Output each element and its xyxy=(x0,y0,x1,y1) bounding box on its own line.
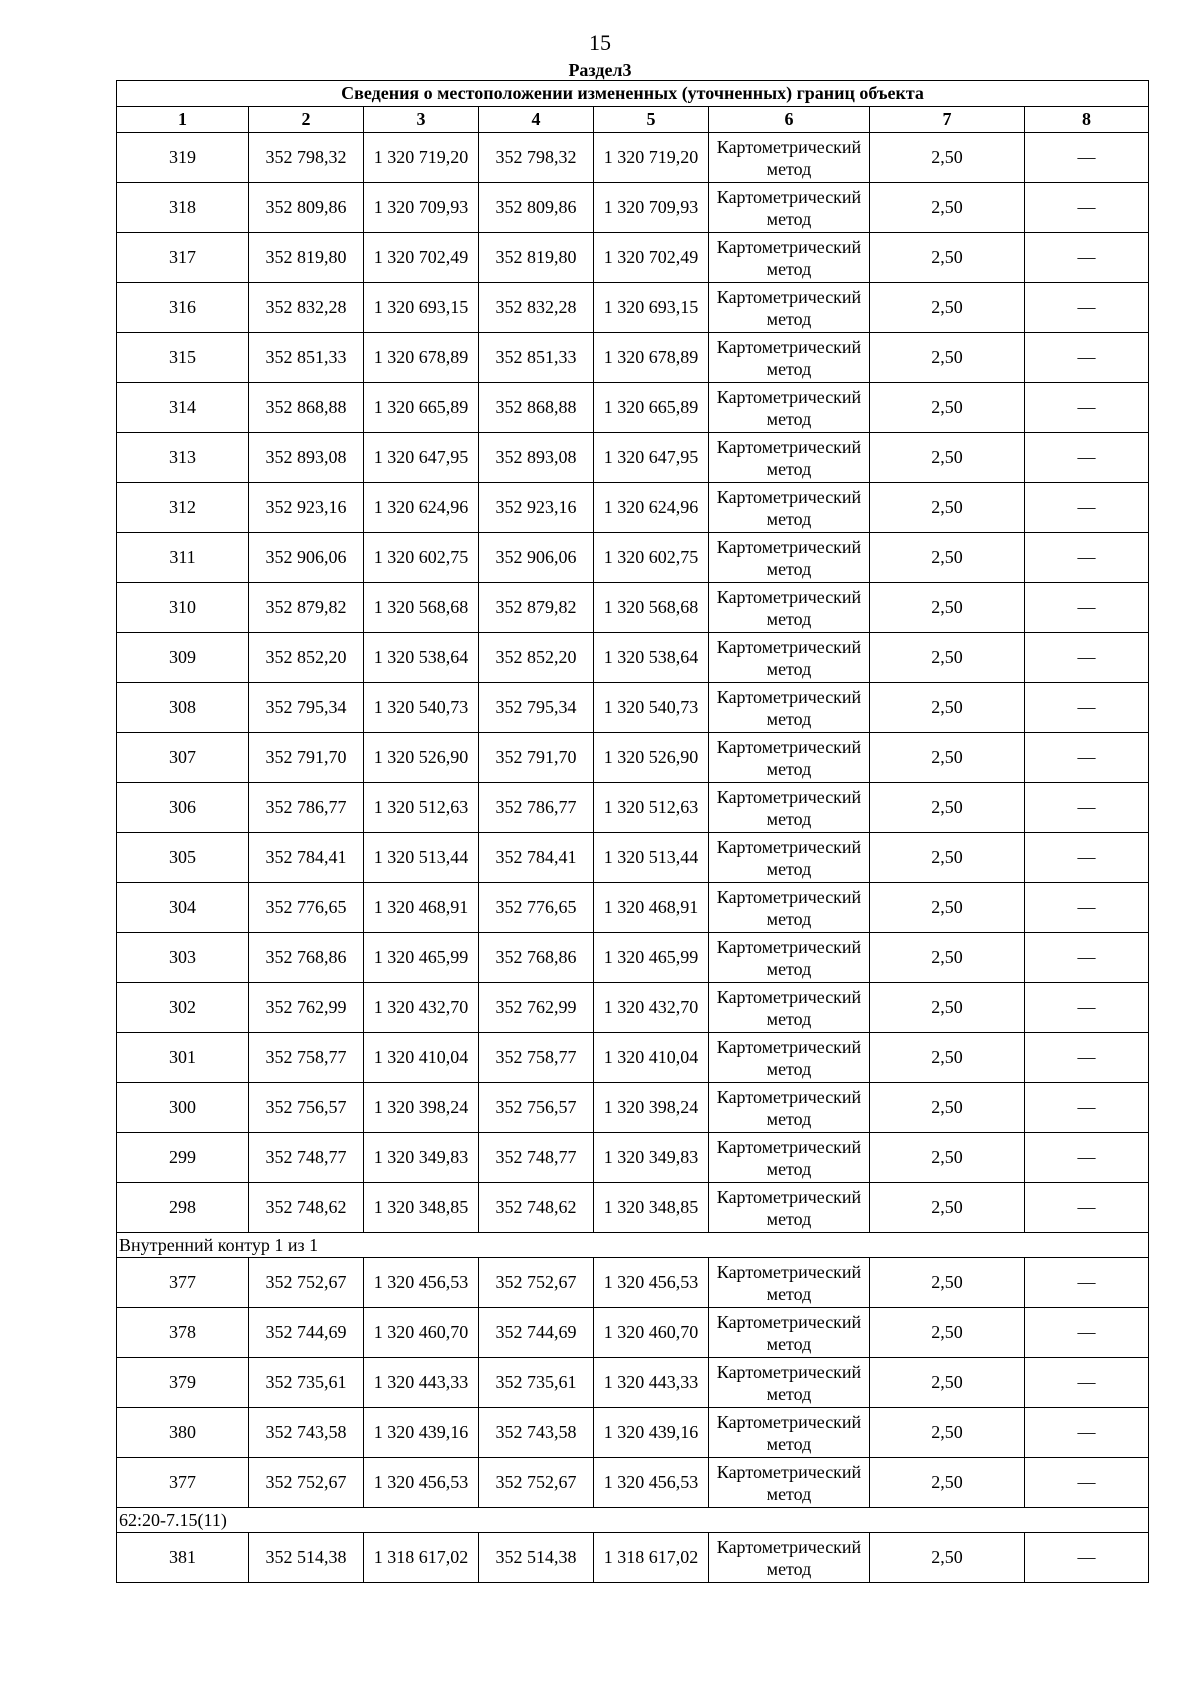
cell-accuracy: 2,50 xyxy=(870,383,1025,433)
table-row xyxy=(117,1183,1149,1233)
column-number: 8 xyxy=(1025,107,1149,133)
cell-description: — xyxy=(1025,833,1149,883)
table-row xyxy=(117,1408,1149,1458)
table-row xyxy=(117,1083,1149,1133)
column-number-row xyxy=(117,107,1149,133)
cell-x-existing: 352 893,08 xyxy=(249,433,364,483)
cell-method: Картометрический метод xyxy=(709,1408,870,1458)
cell-y-existing: 1 320 602,75 xyxy=(364,533,479,583)
cell-x-existing: 352 768,86 xyxy=(249,933,364,983)
table-row xyxy=(117,233,1149,283)
cell-y-new: 1 320 719,20 xyxy=(594,133,709,183)
cell-x-existing: 352 735,61 xyxy=(249,1358,364,1408)
cell-description: — xyxy=(1025,583,1149,633)
cell-accuracy: 2,50 xyxy=(870,1083,1025,1133)
cell-y-existing: 1 320 678,89 xyxy=(364,333,479,383)
cell-y-new: 1 320 702,49 xyxy=(594,233,709,283)
cell-x-new: 352 748,62 xyxy=(479,1183,594,1233)
cell-x-existing: 352 762,99 xyxy=(249,983,364,1033)
cell-x-existing: 352 756,57 xyxy=(249,1083,364,1133)
cell-y-existing: 1 320 443,33 xyxy=(364,1358,479,1408)
cell-y-new: 1 320 512,63 xyxy=(594,783,709,833)
table-row xyxy=(117,983,1149,1033)
cell-y-new: 1 320 349,83 xyxy=(594,1133,709,1183)
cell-description: — xyxy=(1025,733,1149,783)
cell-description: — xyxy=(1025,333,1149,383)
cell-accuracy: 2,50 xyxy=(870,1408,1025,1458)
contour-label: Внутренний контур 1 из 1 xyxy=(117,1233,1149,1258)
section-title: Раздел3 xyxy=(568,60,632,80)
cell-accuracy: 2,50 xyxy=(870,333,1025,383)
cell-point-number: 313 xyxy=(117,433,249,483)
cell-x-existing: 352 851,33 xyxy=(249,333,364,383)
cell-accuracy: 2,50 xyxy=(870,733,1025,783)
cell-y-existing: 1 320 693,15 xyxy=(364,283,479,333)
cell-point-number: 300 xyxy=(117,1083,249,1133)
cell-accuracy: 2,50 xyxy=(870,883,1025,933)
cell-point-number: 298 xyxy=(117,1183,249,1233)
cell-point-number: 316 xyxy=(117,283,249,333)
table-row xyxy=(117,1033,1149,1083)
cell-y-new: 1 320 526,90 xyxy=(594,733,709,783)
cell-y-new: 1 320 540,73 xyxy=(594,683,709,733)
cell-y-new: 1 320 568,68 xyxy=(594,583,709,633)
cell-accuracy: 2,50 xyxy=(870,283,1025,333)
cell-x-new: 352 752,67 xyxy=(479,1458,594,1508)
cell-description: — xyxy=(1025,1183,1149,1233)
cell-point-number: 306 xyxy=(117,783,249,833)
cell-x-new: 352 758,77 xyxy=(479,1033,594,1083)
cell-y-new: 1 320 709,93 xyxy=(594,183,709,233)
table-row xyxy=(117,533,1149,583)
cell-method: Картометрический метод xyxy=(709,783,870,833)
cell-x-new: 352 762,99 xyxy=(479,983,594,1033)
cell-accuracy: 2,50 xyxy=(870,1133,1025,1183)
cell-x-existing: 352 748,77 xyxy=(249,1133,364,1183)
cell-x-existing: 352 791,70 xyxy=(249,733,364,783)
cell-y-existing: 1 320 540,73 xyxy=(364,683,479,733)
cell-x-existing: 352 748,62 xyxy=(249,1183,364,1233)
cell-y-existing: 1 320 456,53 xyxy=(364,1458,479,1508)
cell-y-existing: 1 320 456,53 xyxy=(364,1258,479,1308)
cell-description: — xyxy=(1025,1133,1149,1183)
cell-method: Картометрический метод xyxy=(709,1308,870,1358)
cell-point-number: 312 xyxy=(117,483,249,533)
cell-x-existing: 352 868,88 xyxy=(249,383,364,433)
table-row xyxy=(117,1358,1149,1408)
cell-x-new: 352 906,06 xyxy=(479,533,594,583)
table-row xyxy=(117,383,1149,433)
cell-x-new: 352 923,16 xyxy=(479,483,594,533)
cell-y-existing: 1 320 538,64 xyxy=(364,633,479,683)
cell-description: — xyxy=(1025,1258,1149,1308)
cell-accuracy: 2,50 xyxy=(870,233,1025,283)
cell-y-existing: 1 320 624,96 xyxy=(364,483,479,533)
cell-point-number: 311 xyxy=(117,533,249,583)
cell-y-new: 1 320 348,85 xyxy=(594,1183,709,1233)
cell-accuracy: 2,50 xyxy=(870,1033,1025,1083)
cell-y-new: 1 320 460,70 xyxy=(594,1308,709,1358)
cell-description: — xyxy=(1025,633,1149,683)
cell-method: Картометрический метод xyxy=(709,1533,870,1583)
cell-description: — xyxy=(1025,183,1149,233)
cell-point-number: 315 xyxy=(117,333,249,383)
cell-x-new: 352 748,77 xyxy=(479,1133,594,1183)
table-row xyxy=(117,633,1149,683)
cell-x-new: 352 795,34 xyxy=(479,683,594,733)
cell-x-existing: 352 743,58 xyxy=(249,1408,364,1458)
cell-point-number: 301 xyxy=(117,1033,249,1083)
cell-y-existing: 1 320 348,85 xyxy=(364,1183,479,1233)
cell-y-new: 1 320 602,75 xyxy=(594,533,709,583)
cell-method: Картометрический метод xyxy=(709,1258,870,1308)
cell-x-existing: 352 809,86 xyxy=(249,183,364,233)
cell-method: Картометрический метод xyxy=(709,1083,870,1133)
cell-description: — xyxy=(1025,483,1149,533)
cell-method: Картометрический метод xyxy=(709,1133,870,1183)
cell-description: — xyxy=(1025,433,1149,483)
cell-method: Картометрический метод xyxy=(709,1183,870,1233)
cell-point-number: 319 xyxy=(117,133,249,183)
cell-y-new: 1 320 665,89 xyxy=(594,383,709,433)
cell-y-new: 1 320 456,53 xyxy=(594,1258,709,1308)
cell-x-existing: 352 776,65 xyxy=(249,883,364,933)
cell-y-existing: 1 320 665,89 xyxy=(364,383,479,433)
cell-description: — xyxy=(1025,933,1149,983)
cell-method: Картометрический метод xyxy=(709,333,870,383)
cell-x-existing: 352 879,82 xyxy=(249,583,364,633)
cell-method: Картометрический метод xyxy=(709,1358,870,1408)
cell-method: Картометрический метод xyxy=(709,733,870,783)
cell-description: — xyxy=(1025,1308,1149,1358)
cell-description: — xyxy=(1025,533,1149,583)
table-row xyxy=(117,1533,1149,1583)
cell-x-new: 352 756,57 xyxy=(479,1083,594,1133)
cell-accuracy: 2,50 xyxy=(870,983,1025,1033)
cell-description: — xyxy=(1025,383,1149,433)
cell-x-new: 352 784,41 xyxy=(479,833,594,883)
cell-description: — xyxy=(1025,1533,1149,1583)
cell-x-existing: 352 832,28 xyxy=(249,283,364,333)
table-row xyxy=(117,1458,1149,1508)
cell-method: Картометрический метод xyxy=(709,483,870,533)
cell-method: Картометрический метод xyxy=(709,1458,870,1508)
cell-y-existing: 1 320 526,90 xyxy=(364,733,479,783)
cell-method: Картометрический метод xyxy=(709,383,870,433)
cell-y-existing: 1 320 702,49 xyxy=(364,233,479,283)
cell-y-existing: 1 320 432,70 xyxy=(364,983,479,1033)
cell-description: — xyxy=(1025,683,1149,733)
table-row xyxy=(117,183,1149,233)
cell-description: — xyxy=(1025,1458,1149,1508)
cell-y-existing: 1 320 719,20 xyxy=(364,133,479,183)
cell-method: Картометрический метод xyxy=(709,433,870,483)
cell-point-number: 308 xyxy=(117,683,249,733)
cell-x-new: 352 851,33 xyxy=(479,333,594,383)
page-number: 15 xyxy=(589,30,611,55)
cell-y-existing: 1 320 709,93 xyxy=(364,183,479,233)
cell-method: Картометрический метод xyxy=(709,983,870,1033)
cell-y-existing: 1 320 512,63 xyxy=(364,783,479,833)
column-number: 3 xyxy=(364,107,479,133)
cell-y-existing: 1 318 617,02 xyxy=(364,1533,479,1583)
cell-accuracy: 2,50 xyxy=(870,1308,1025,1358)
cell-method: Картометрический метод xyxy=(709,583,870,633)
table-row xyxy=(117,133,1149,183)
cell-x-new: 352 819,80 xyxy=(479,233,594,283)
cell-accuracy: 2,50 xyxy=(870,1358,1025,1408)
cell-y-existing: 1 320 410,04 xyxy=(364,1033,479,1083)
cell-accuracy: 2,50 xyxy=(870,633,1025,683)
cell-x-existing: 352 795,34 xyxy=(249,683,364,733)
column-number: 6 xyxy=(709,107,870,133)
cell-y-existing: 1 320 465,99 xyxy=(364,933,479,983)
cell-description: — xyxy=(1025,1358,1149,1408)
contour-label-row xyxy=(117,1233,1149,1258)
cell-point-number: 310 xyxy=(117,583,249,633)
cell-y-new: 1 320 513,44 xyxy=(594,833,709,883)
column-number: 7 xyxy=(870,107,1025,133)
cell-accuracy: 2,50 xyxy=(870,833,1025,883)
cell-accuracy: 2,50 xyxy=(870,683,1025,733)
cell-point-number: 304 xyxy=(117,883,249,933)
cell-method: Картометрический метод xyxy=(709,1033,870,1083)
column-number: 5 xyxy=(594,107,709,133)
cell-x-existing: 352 906,06 xyxy=(249,533,364,583)
cell-description: — xyxy=(1025,783,1149,833)
cell-x-new: 352 868,88 xyxy=(479,383,594,433)
cell-description: — xyxy=(1025,283,1149,333)
cell-x-existing: 352 923,16 xyxy=(249,483,364,533)
cell-description: — xyxy=(1025,1033,1149,1083)
cell-x-new: 352 735,61 xyxy=(479,1358,594,1408)
cell-accuracy: 2,50 xyxy=(870,183,1025,233)
table-row xyxy=(117,483,1149,533)
cell-accuracy: 2,50 xyxy=(870,483,1025,533)
column-number: 1 xyxy=(117,107,249,133)
cell-accuracy: 2,50 xyxy=(870,933,1025,983)
cell-method: Картометрический метод xyxy=(709,233,870,283)
cell-description: — xyxy=(1025,133,1149,183)
cell-method: Картометрический метод xyxy=(709,633,870,683)
cell-y-new: 1 320 678,89 xyxy=(594,333,709,383)
cell-description: — xyxy=(1025,233,1149,283)
cell-x-new: 352 514,38 xyxy=(479,1533,594,1583)
cell-y-new: 1 320 439,16 xyxy=(594,1408,709,1458)
cell-point-number: 377 xyxy=(117,1458,249,1508)
cell-x-new: 352 879,82 xyxy=(479,583,594,633)
table-body xyxy=(117,133,1149,1583)
cell-point-number: 299 xyxy=(117,1133,249,1183)
cell-point-number: 302 xyxy=(117,983,249,1033)
table-row xyxy=(117,583,1149,633)
cell-point-number: 379 xyxy=(117,1358,249,1408)
cell-y-existing: 1 320 568,68 xyxy=(364,583,479,633)
cell-y-new: 1 320 456,53 xyxy=(594,1458,709,1508)
cell-x-new: 352 832,28 xyxy=(479,283,594,333)
cell-description: — xyxy=(1025,983,1149,1033)
cell-x-existing: 352 744,69 xyxy=(249,1308,364,1358)
cell-y-new: 1 320 410,04 xyxy=(594,1033,709,1083)
cell-point-number: 307 xyxy=(117,733,249,783)
cell-accuracy: 2,50 xyxy=(870,1458,1025,1508)
contour-label: 62:20-7.15(11) xyxy=(117,1508,1149,1533)
cell-x-new: 352 798,32 xyxy=(479,133,594,183)
cell-y-new: 1 320 432,70 xyxy=(594,983,709,1033)
cell-accuracy: 2,50 xyxy=(870,433,1025,483)
cell-point-number: 303 xyxy=(117,933,249,983)
cell-y-existing: 1 320 513,44 xyxy=(364,833,479,883)
cell-x-existing: 352 758,77 xyxy=(249,1033,364,1083)
cell-x-new: 352 809,86 xyxy=(479,183,594,233)
cell-method: Картометрический метод xyxy=(709,933,870,983)
cell-method: Картометрический метод xyxy=(709,183,870,233)
cell-x-existing: 352 752,67 xyxy=(249,1258,364,1308)
cell-point-number: 309 xyxy=(117,633,249,683)
table-row xyxy=(117,1258,1149,1308)
cell-point-number: 314 xyxy=(117,383,249,433)
table-row xyxy=(117,333,1149,383)
cell-point-number: 317 xyxy=(117,233,249,283)
table-row xyxy=(117,1133,1149,1183)
cell-x-existing: 352 852,20 xyxy=(249,633,364,683)
contour-label-row xyxy=(117,1508,1149,1533)
cell-method: Картометрический метод xyxy=(709,533,870,583)
cell-x-existing: 352 798,32 xyxy=(249,133,364,183)
cell-x-new: 352 743,58 xyxy=(479,1408,594,1458)
cell-method: Картометрический метод xyxy=(709,283,870,333)
cell-point-number: 305 xyxy=(117,833,249,883)
cell-point-number: 380 xyxy=(117,1408,249,1458)
table-title: Сведения о местоположении измененных (уточненных) границ объекта xyxy=(117,81,1149,107)
table-row xyxy=(117,883,1149,933)
cell-description: — xyxy=(1025,1408,1149,1458)
cell-method: Картометрический метод xyxy=(709,683,870,733)
table-row xyxy=(117,733,1149,783)
table-row xyxy=(117,783,1149,833)
cell-y-existing: 1 320 468,91 xyxy=(364,883,479,933)
cell-y-new: 1 320 647,95 xyxy=(594,433,709,483)
cell-y-new: 1 320 465,99 xyxy=(594,933,709,983)
cell-point-number: 377 xyxy=(117,1258,249,1308)
cell-x-existing: 352 819,80 xyxy=(249,233,364,283)
cell-x-new: 352 744,69 xyxy=(479,1308,594,1358)
cell-accuracy: 2,50 xyxy=(870,583,1025,633)
table-row xyxy=(117,833,1149,883)
cell-accuracy: 2,50 xyxy=(870,1533,1025,1583)
cell-x-new: 352 752,67 xyxy=(479,1258,594,1308)
cell-x-new: 352 852,20 xyxy=(479,633,594,683)
cell-accuracy: 2,50 xyxy=(870,533,1025,583)
cell-accuracy: 2,50 xyxy=(870,133,1025,183)
cell-x-existing: 352 514,38 xyxy=(249,1533,364,1583)
table-row xyxy=(117,1308,1149,1358)
cell-point-number: 381 xyxy=(117,1533,249,1583)
cell-accuracy: 2,50 xyxy=(870,1183,1025,1233)
cell-y-existing: 1 320 349,83 xyxy=(364,1133,479,1183)
cell-point-number: 378 xyxy=(117,1308,249,1358)
table-row xyxy=(117,683,1149,733)
cell-method: Картометрический метод xyxy=(709,133,870,183)
cell-x-new: 352 786,77 xyxy=(479,783,594,833)
cell-x-new: 352 776,65 xyxy=(479,883,594,933)
cell-x-new: 352 791,70 xyxy=(479,733,594,783)
cell-y-new: 1 320 538,64 xyxy=(594,633,709,683)
cell-accuracy: 2,50 xyxy=(870,1258,1025,1308)
cell-x-existing: 352 784,41 xyxy=(249,833,364,883)
cell-y-existing: 1 320 398,24 xyxy=(364,1083,479,1133)
table-row xyxy=(117,433,1149,483)
cell-point-number: 318 xyxy=(117,183,249,233)
table-row xyxy=(117,283,1149,333)
cell-method: Картометрический метод xyxy=(709,833,870,883)
cell-y-new: 1 320 624,96 xyxy=(594,483,709,533)
cell-y-existing: 1 320 439,16 xyxy=(364,1408,479,1458)
cell-y-existing: 1 320 647,95 xyxy=(364,433,479,483)
cell-accuracy: 2,50 xyxy=(870,783,1025,833)
cell-y-existing: 1 320 460,70 xyxy=(364,1308,479,1358)
cell-x-existing: 352 786,77 xyxy=(249,783,364,833)
cell-x-new: 352 893,08 xyxy=(479,433,594,483)
cell-y-new: 1 320 398,24 xyxy=(594,1083,709,1133)
cell-y-new: 1 320 468,91 xyxy=(594,883,709,933)
cell-description: — xyxy=(1025,883,1149,933)
cell-x-existing: 352 752,67 xyxy=(249,1458,364,1508)
cell-description: — xyxy=(1025,1083,1149,1133)
column-number: 2 xyxy=(249,107,364,133)
cell-method: Картометрический метод xyxy=(709,883,870,933)
table-row xyxy=(117,933,1149,983)
boundary-coordinates-table xyxy=(116,80,1149,1583)
cell-y-new: 1 318 617,02 xyxy=(594,1533,709,1583)
cell-y-new: 1 320 693,15 xyxy=(594,283,709,333)
cell-y-new: 1 320 443,33 xyxy=(594,1358,709,1408)
cell-x-new: 352 768,86 xyxy=(479,933,594,983)
column-number: 4 xyxy=(479,107,594,133)
